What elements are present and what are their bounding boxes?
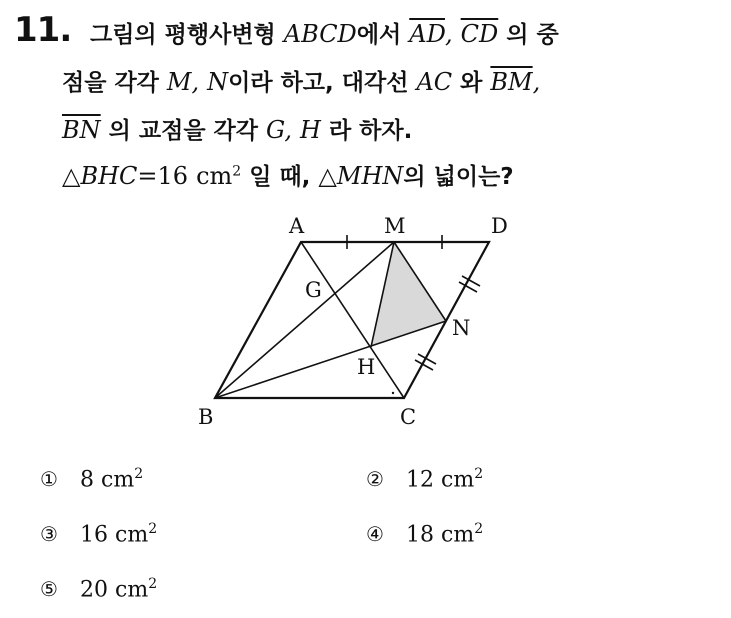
segment-bn: $\overline{BN}$ — [62, 116, 101, 144]
choice-unit: cm — [115, 577, 149, 603]
choice-value: 18 — [406, 522, 434, 548]
text: 이라 하고, 대각선 — [228, 70, 409, 96]
parallelogram-figure — [188, 208, 528, 438]
label-c: C — [400, 405, 417, 429]
choice-3[interactable] — [40, 521, 157, 547]
point-g: G — [266, 116, 285, 144]
triangle-symbol: △ — [62, 162, 81, 190]
choice-unit: cm — [441, 467, 475, 493]
question-line-1 — [90, 16, 559, 49]
choice-marker: ⑤ — [40, 577, 58, 602]
triangle-bhc: BHC — [80, 162, 138, 190]
label-n: N — [452, 316, 471, 340]
choice-marker: ④ — [366, 522, 384, 547]
choice-exponent: 2 — [148, 521, 158, 537]
choice-unit: cm — [441, 522, 475, 548]
choice-value: 8 — [80, 467, 94, 493]
segment-ad: $\overline{AD}$ — [409, 20, 445, 48]
text: 일 때, — [249, 164, 311, 190]
label-b: B — [198, 405, 214, 429]
triangle-symbol: △ — [318, 162, 337, 190]
choice-unit: cm — [115, 522, 149, 548]
choice-exponent: 2 — [474, 521, 484, 537]
text: 의 중 — [506, 22, 559, 48]
label-h: H — [357, 355, 376, 379]
question-line-3 — [62, 112, 412, 145]
text: 에서 — [356, 22, 402, 48]
choice-marker: ① — [40, 467, 58, 492]
mark-dot — [392, 392, 394, 394]
exponent: 2 — [232, 163, 242, 180]
point-m: M — [166, 68, 192, 96]
point-n: N — [207, 68, 229, 96]
label-m: M — [384, 214, 406, 238]
sep: , — [444, 20, 453, 48]
label-a: A — [289, 214, 305, 238]
choice-5[interactable] — [40, 576, 157, 602]
choice-marker: ② — [366, 467, 384, 492]
point-h: H — [299, 116, 321, 144]
choice-4[interactable] — [366, 521, 483, 547]
choice-exponent: 2 — [148, 576, 158, 592]
triangle-mhn: MHN — [336, 162, 404, 190]
text: 의 교점을 각각 — [108, 118, 258, 144]
question-number: 11. — [14, 10, 72, 50]
segment-cd: $\overline{CD}$ — [460, 20, 499, 48]
diagonal-ac: AC — [416, 68, 453, 96]
text: 의 넓이는? — [403, 164, 514, 190]
choice-value: 12 — [406, 467, 434, 493]
choice-exponent: 2 — [134, 466, 144, 482]
choice-value: 20 — [80, 577, 108, 603]
math-quad: ABCD — [283, 20, 357, 48]
label-g: G — [305, 278, 322, 302]
sep: , — [191, 68, 200, 96]
choice-1[interactable] — [40, 466, 143, 492]
text: 그림의 평행사변형 — [90, 22, 276, 48]
question-line-4 — [62, 158, 514, 191]
segment-bm: $\overline{BM}$ — [490, 68, 533, 96]
label-d: D — [491, 214, 508, 238]
choice-value: 16 — [80, 522, 108, 548]
text: 라 하자. — [328, 118, 413, 144]
equals: = — [137, 162, 158, 190]
choice-unit: cm — [101, 467, 135, 493]
text: 와 — [460, 70, 483, 96]
text: 점을 각각 — [62, 70, 159, 96]
unit: cm — [196, 162, 233, 190]
sep: , — [284, 116, 292, 144]
choice-exponent: 2 — [474, 466, 484, 482]
choice-marker: ③ — [40, 522, 58, 547]
choice-2[interactable] — [366, 466, 483, 492]
question-line-2 — [62, 64, 540, 97]
sep: , — [532, 68, 541, 96]
area-value: 16 — [157, 162, 189, 190]
